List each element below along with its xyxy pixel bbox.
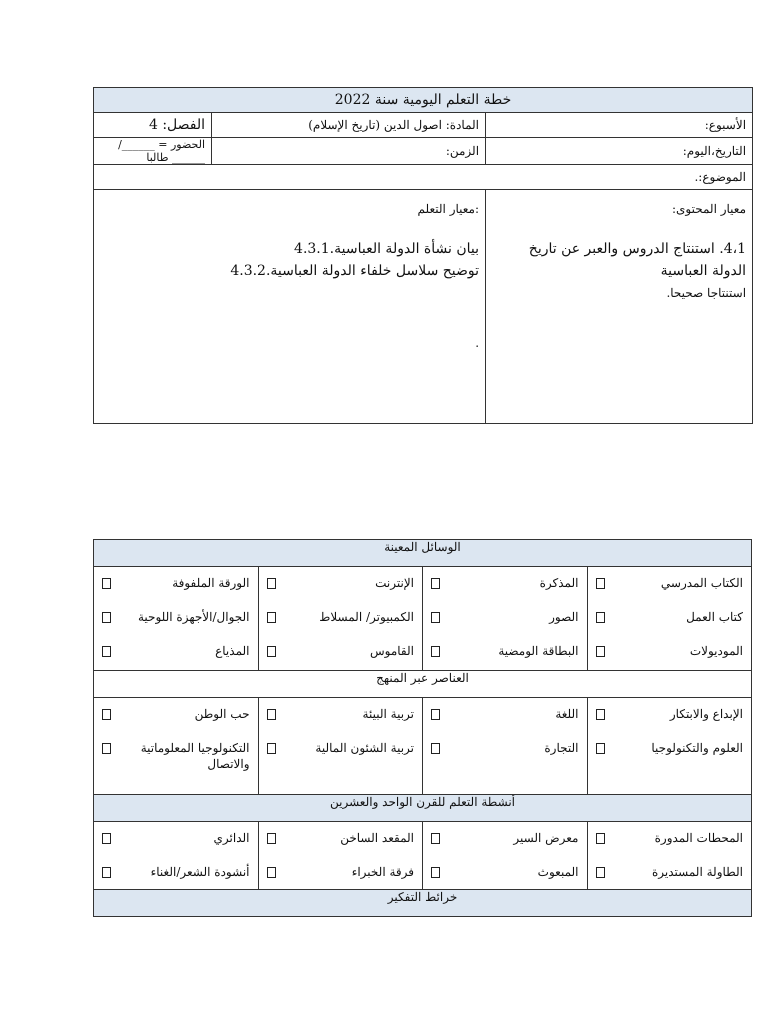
- aid-item: الكتاب المدرسي: [596, 575, 744, 591]
- checkbox[interactable]: [431, 743, 440, 754]
- cross-item: حب الوطن: [102, 706, 250, 722]
- cross-item: العلوم والتكنولوجيا: [596, 740, 744, 756]
- checkbox[interactable]: [102, 867, 111, 878]
- learning-standard-2: توضيح سلاسل خلفاء الدولة العباسية.4.3.2: [230, 263, 480, 279]
- content-standard-text: 4،1. استنتاج الدروس والعبر عن تاريخ الدولة العباسية: [528, 241, 747, 279]
- class-label: الفصل: 4: [94, 113, 212, 138]
- activities-col-2: [423, 822, 588, 890]
- aid-item: الإنترنت: [267, 575, 415, 591]
- checkbox[interactable]: [596, 612, 605, 623]
- checkbox[interactable]: [267, 833, 276, 844]
- cross-item: التجارة: [431, 740, 579, 756]
- activity-item: المبعوث: [431, 864, 579, 880]
- cross-item: تربية الشئون المالية: [267, 740, 415, 756]
- checkbox[interactable]: [431, 709, 440, 720]
- checkbox[interactable]: [102, 578, 111, 589]
- cross-col-1: [587, 698, 752, 795]
- content-standard-label: معيار المحتوى:: [671, 202, 747, 216]
- cross-header: العناصر عبر المنهج: [94, 671, 752, 698]
- cross-col-3: [258, 698, 423, 795]
- learning-standard-label: :معيار التعلم: [417, 202, 480, 216]
- checkbox[interactable]: [596, 709, 605, 720]
- activities-col-4: [94, 822, 259, 890]
- checkbox[interactable]: [431, 833, 440, 844]
- checkbox[interactable]: [596, 578, 605, 589]
- aid-item: الجوال/الأجهزة اللوحية: [102, 609, 250, 625]
- cross-item: التكنولوجيا المعلوماتية والاتصال: [102, 740, 250, 772]
- aids-col-1: [587, 567, 752, 671]
- cross-col-4: [94, 698, 259, 795]
- checkbox[interactable]: [267, 709, 276, 720]
- aid-item: الصور: [431, 609, 579, 625]
- time-label: الزمن:: [212, 138, 486, 165]
- aid-item: الموديولات: [596, 643, 744, 659]
- week-label: الأسبوع:: [486, 113, 753, 138]
- checkbox[interactable]: [102, 612, 111, 623]
- checkbox[interactable]: [102, 743, 111, 754]
- checkbox[interactable]: [267, 646, 276, 657]
- activity-item: أنشودة الشعر/الغناء: [102, 864, 250, 880]
- activity-item: المقعد الساخن: [267, 830, 415, 846]
- checkbox[interactable]: [267, 867, 276, 878]
- aid-item: الورقة الملفوفة: [102, 575, 250, 591]
- activity-item: الطاولة المستديرة: [596, 864, 744, 880]
- checkbox[interactable]: [267, 612, 276, 623]
- aid-item: القاموس: [267, 643, 415, 659]
- daily-plan-table: [93, 87, 753, 424]
- checkbox[interactable]: [102, 646, 111, 657]
- activities-col-3: [258, 822, 423, 890]
- learning-standard-1: بيان نشأة الدولة العباسية.4.3.1: [294, 241, 480, 257]
- resources-table: [93, 539, 752, 917]
- checkbox[interactable]: [102, 833, 111, 844]
- activity-item: الدائري: [102, 830, 250, 846]
- date-label: التاريخ،اليوم:: [486, 138, 753, 165]
- checkbox[interactable]: [596, 743, 605, 754]
- aids-col-2: [423, 567, 588, 671]
- checkbox[interactable]: [267, 578, 276, 589]
- aid-item: الكمبيوتر/ المسلاط: [267, 609, 415, 625]
- aid-item: المذياع: [102, 643, 250, 659]
- checkbox[interactable]: [102, 709, 111, 720]
- checkbox[interactable]: [431, 578, 440, 589]
- content-standard-text-2: استنتاجا صحيحا.: [666, 286, 747, 300]
- checkbox[interactable]: [431, 646, 440, 657]
- activities-col-1: [587, 822, 752, 890]
- activity-item: المحطات المدورة: [596, 830, 744, 846]
- subject-label: المادة: اصول الدين (تاريخ الإسلام): [212, 113, 486, 138]
- checkbox[interactable]: [267, 743, 276, 754]
- thinking-maps-header: خرائط التفكير: [94, 890, 752, 917]
- aids-col-3: [258, 567, 423, 671]
- learning-standard-cell: [94, 190, 486, 424]
- aid-item: البطاقة الومضية: [431, 643, 579, 659]
- content-standard-cell: [486, 190, 753, 424]
- checkbox[interactable]: [596, 833, 605, 844]
- aid-item: المذكرة: [431, 575, 579, 591]
- aids-header: الوسائل المعينة: [94, 540, 752, 567]
- cross-item: تربية البيئة: [267, 706, 415, 722]
- plan-title: خطة التعلم اليومية سنة 2022: [94, 88, 753, 113]
- checkbox[interactable]: [431, 867, 440, 878]
- cross-item: الإبداع والابتكار: [596, 706, 744, 722]
- activity-item: فرقة الخبراء: [267, 864, 415, 880]
- learning-standard-dot: .: [475, 336, 480, 350]
- cross-col-2: [423, 698, 588, 795]
- checkbox[interactable]: [431, 612, 440, 623]
- checkbox[interactable]: [596, 867, 605, 878]
- activity-item: معرض السير: [431, 830, 579, 846]
- aids-col-4: [94, 567, 259, 671]
- checkbox[interactable]: [596, 646, 605, 657]
- cross-item: اللغة: [431, 706, 579, 722]
- attendance-label: الحضور = ______/ ______ طالبا: [94, 138, 212, 165]
- activities-header: أنشطة التعلم للقرن الواحد والعشرين: [94, 795, 752, 822]
- topic-label: الموضوع:.: [94, 165, 753, 190]
- aid-item: كتاب العمل: [596, 609, 744, 625]
